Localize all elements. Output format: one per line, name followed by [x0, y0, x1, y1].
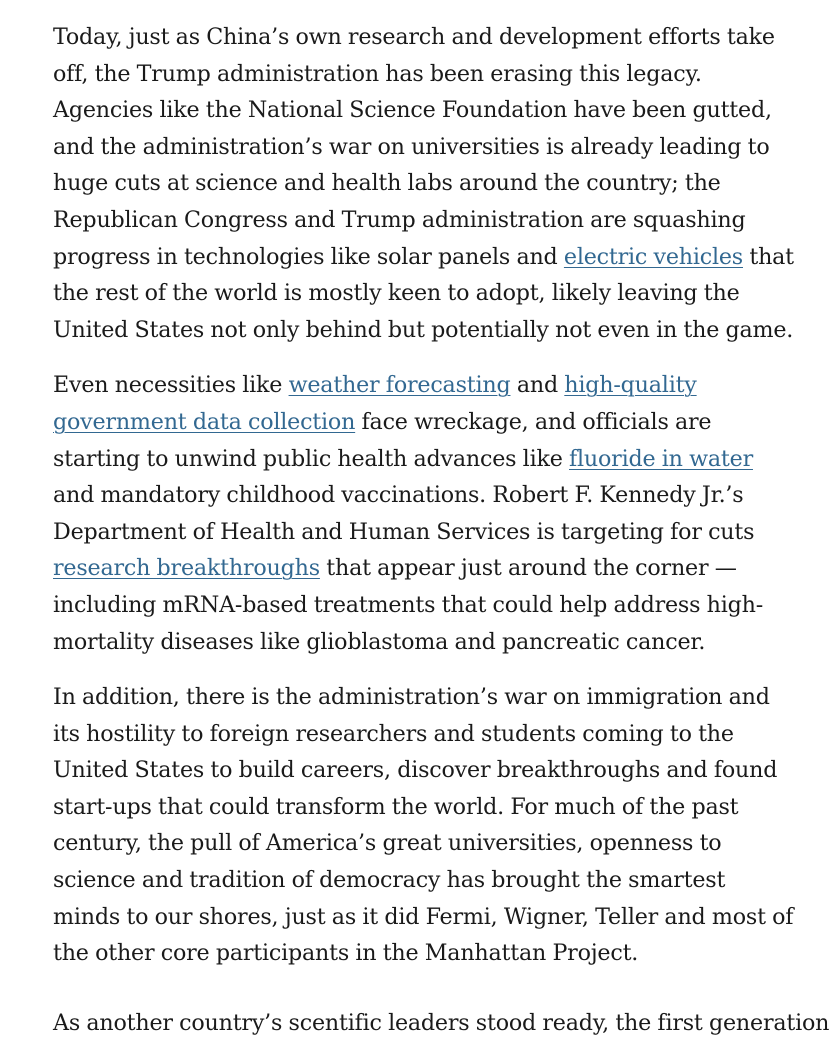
- text-line: Republican Congress and Trump administration are squashing: [53, 206, 746, 233]
- text-line: [53, 404, 788, 441]
- text-line: United States not only behind but potentially not even in the game.: [53, 316, 794, 343]
- text-line: [53, 239, 794, 276]
- text-line: including mRNA-based treatments that could help address high-: [53, 591, 764, 618]
- text-segment: Even necessities like: [53, 372, 289, 399]
- text-line: century, the pull of America’s great universities, openness to: [53, 830, 722, 857]
- text-line-cut-off: As another country’s scentific leaders stood ready, the first generation: [53, 1009, 829, 1036]
- text-line: Agencies like the National Science Foundation have been gutted,: [53, 97, 772, 124]
- text-line: In addition, there is the administration’s war on immigration and: [53, 684, 770, 711]
- text-segment: face wreckage, and officials are: [355, 408, 712, 435]
- text-line: its hostility to foreign researchers and students coming to the: [53, 720, 734, 747]
- text-line: and the administration’s war on universities is already leading to: [53, 133, 770, 160]
- text-line: [53, 441, 788, 478]
- paragraph-3: [53, 679, 794, 972]
- fluoride-in-water-link[interactable]: fluoride in water: [569, 445, 753, 472]
- text-segment: and: [510, 372, 565, 399]
- text-line: off, the Trump administration has been erasing this legacy.: [53, 60, 702, 87]
- text-segment: starting to unwind public health advances like: [53, 445, 570, 472]
- text-line: minds to our shores, just as it did Fermi, Wigner, Teller and most of: [53, 903, 794, 930]
- text-line: United States to build careers, discover breakthroughs and found: [53, 757, 778, 784]
- text-segment: progress in technologies like solar panels and: [53, 243, 564, 270]
- text-line: science and tradition of democracy has brought the smartest: [53, 867, 726, 894]
- electric-vehicles-link[interactable]: electric vehicles: [563, 243, 743, 270]
- text-line: the rest of the world is mostly keen to adopt, likely leaving the: [53, 280, 740, 307]
- text-line: Today, just as China’s own research and development efforts take: [53, 24, 775, 50]
- text-line: mortality diseases like glioblastoma and pancreatic cancer.: [53, 628, 706, 655]
- text-line: and mandatory childhood vaccinations. Robert F. Kennedy Jr.’s: [53, 482, 744, 509]
- paragraph-1: [53, 19, 794, 348]
- text-line: [53, 367, 788, 404]
- paragraph-4-partial: [53, 991, 829, 1036]
- text-line: [53, 550, 788, 587]
- text-segment: that: [743, 243, 794, 270]
- government-data-collection-link[interactable]: high-quality: [564, 372, 697, 399]
- text-line: start-ups that could transform the world. For much of the past: [53, 793, 739, 820]
- government-data-collection-link-cont[interactable]: government data collection: [53, 408, 356, 435]
- text-line: huge cuts at science and health labs around the country; the: [53, 170, 721, 197]
- text-line: the other core participants in the Manhattan Project.: [53, 940, 639, 967]
- weather-forecasting-link[interactable]: weather forecasting: [288, 372, 511, 399]
- text-line: Department of Health and Human Services is targeting for cuts: [53, 518, 755, 545]
- article-body: [53, 19, 829, 1036]
- paragraph-2: [53, 367, 788, 660]
- research-breakthroughs-link[interactable]: research breakthroughs: [53, 555, 320, 582]
- text-segment: that appear just around the corner —: [319, 555, 737, 582]
